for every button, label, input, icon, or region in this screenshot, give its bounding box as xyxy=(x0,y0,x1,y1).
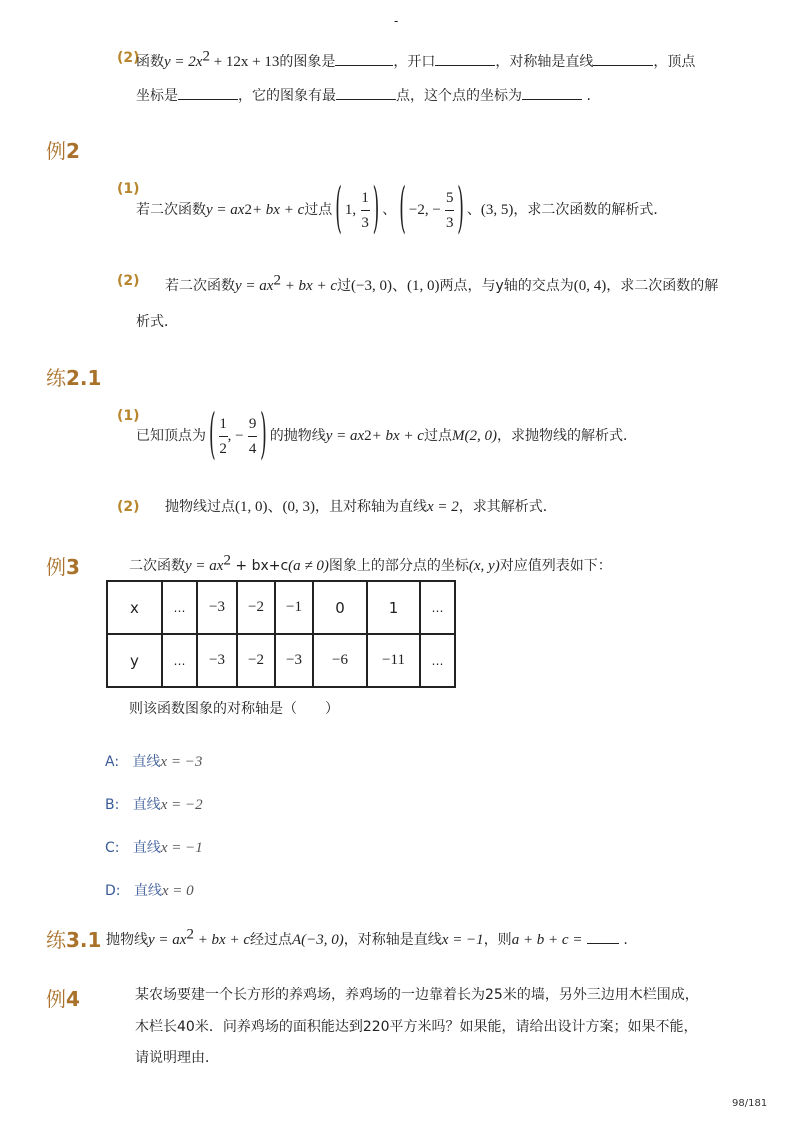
table-cell: … xyxy=(162,581,197,634)
ex2-q2-line2: 析式． xyxy=(136,314,178,330)
question-number: (2) xyxy=(117,273,140,289)
ex2-q2-line1: 若二次函数$y = ax^2$ + bx + c过(−3, 0)、(1, 0)两点，与y轴的交点为(0, 4)，求二次函数的解 xyxy=(165,272,719,294)
value-table xyxy=(106,580,456,688)
answer-blank[interactable] xyxy=(587,929,619,944)
question-number: (1) xyxy=(117,408,140,424)
option-b[interactable]: B: 直线x = −2 xyxy=(105,797,203,813)
table-cell: 0 xyxy=(313,581,367,634)
table-cell: x xyxy=(107,581,162,634)
table-cell: −2 xyxy=(237,581,275,634)
answer-blank[interactable] xyxy=(522,85,582,100)
example-2-tag: 例2 xyxy=(46,139,80,163)
ex4-line3: 请说明理由． xyxy=(135,1050,219,1066)
question-number: (2) xyxy=(117,50,140,66)
example-3-tag: 例3 xyxy=(46,555,80,579)
table-cell: −1 xyxy=(275,581,313,634)
ex3-question: 则该函数图象的对称轴是（ ） xyxy=(129,701,339,717)
q1-2-line2: 坐标是 ，它的图象有最 点，这个点的坐标为 . xyxy=(136,85,591,106)
ex4-line1: 某农场要建一个长方形的养鸡场，养鸡场的一边靠着长为25米的墙，另外三边用木栏围成， xyxy=(135,987,699,1003)
ex4-line2: 木栏长40米．问养鸡场的面积能达到220平方米吗？如果能，请给出设计方案；如果不能， xyxy=(135,1019,698,1035)
answer-blank[interactable] xyxy=(593,51,653,66)
pr21-q2: 抛物线过点(1, 0)、(0, 3)，且对称轴为直线x = 2，求其解析式． xyxy=(165,499,557,515)
option-a[interactable]: A: 直线x = −3 xyxy=(105,754,203,770)
table-row xyxy=(107,581,455,634)
q1-2-line1: 函数$y = 2x^2 + 12x + 13$的图象是 ，开口 ，对称轴是直线 ，顶点 xyxy=(136,48,696,70)
question-number: (2) xyxy=(117,499,140,515)
practice-2-1-tag: 练2.1 xyxy=(46,366,102,390)
example-4-tag: 例4 xyxy=(46,987,80,1011)
answer-blank[interactable] xyxy=(336,85,396,100)
ex3-stem: 二次函数$y = ax^2 + bx+c(a \ne 0)$图象上的部分点的坐标(x, y)对应值列表如下： xyxy=(129,552,612,574)
page-number: 98/181 xyxy=(732,1098,768,1109)
option-d[interactable]: D: 直线x = 0 xyxy=(105,883,194,899)
practice-3-1-tag: 练3.1 xyxy=(46,928,102,952)
answer-blank[interactable] xyxy=(178,85,238,100)
answer-blank[interactable] xyxy=(435,51,495,66)
table-cell: … xyxy=(420,634,455,687)
table-cell: −3 xyxy=(197,634,237,687)
ex2-q1: 若二次函数 y = ax 2 + bx + c 过点 ( 1, $\frac{1}{3}$ ) 、 ( −2, − $\frac{5}{3}$ ) 、 (3, 5) ，求二次函数的解析式． xyxy=(136,178,668,242)
table-cell: −3 xyxy=(275,634,313,687)
header-mark: - xyxy=(394,14,399,28)
pr31-stem: 抛物线$y = ax^2$ + bx + c经过点A(−3, 0)，对称轴是直线x = −1，则a + b + c = . xyxy=(106,926,628,948)
table-cell: y xyxy=(107,634,162,687)
table-cell: … xyxy=(162,634,197,687)
table-cell: −11 xyxy=(367,634,420,687)
option-c[interactable]: C: 直线x = −1 xyxy=(105,840,203,856)
table-cell: −3 xyxy=(197,581,237,634)
question-number: (1) xyxy=(117,181,140,197)
table-cell: −2 xyxy=(237,634,275,687)
table-cell: … xyxy=(420,581,455,634)
table-row xyxy=(107,634,455,687)
table-cell: −6 xyxy=(313,634,367,687)
table-cell: 1 xyxy=(367,581,420,634)
pr21-q1: 已知顶点为 ( $\frac{1}{2}$ , − $\frac{9}{4}$ ) 的抛物线 y = ax 2 + bx + c 过点 M(2, 0) ，求抛物线的解析式． xyxy=(136,404,637,468)
answer-blank[interactable] xyxy=(335,51,393,66)
